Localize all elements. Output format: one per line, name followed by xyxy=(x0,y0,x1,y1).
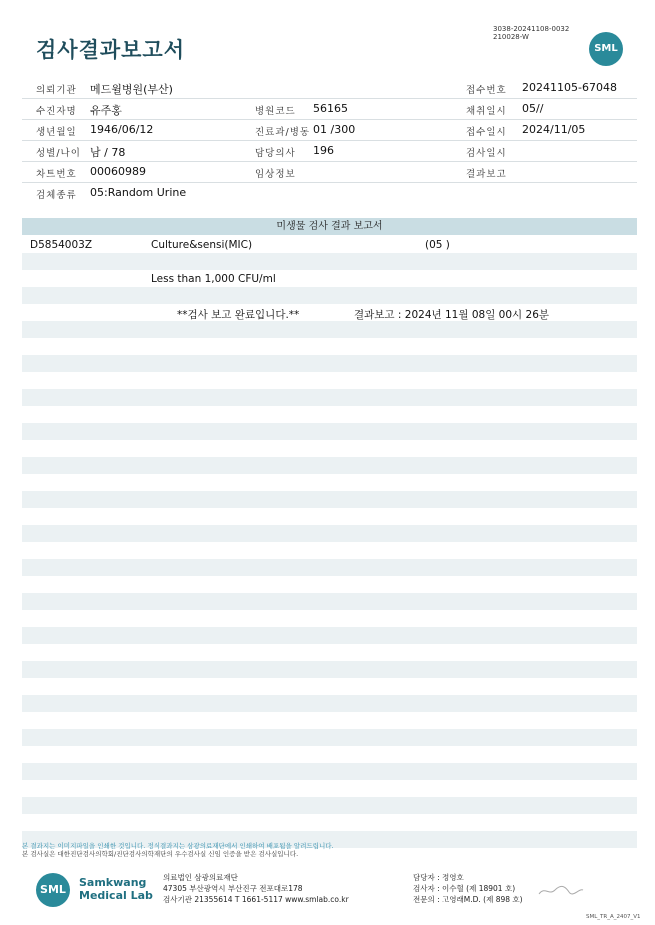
result-band xyxy=(22,814,637,831)
info-value: 56165 xyxy=(313,102,348,115)
result-band xyxy=(22,525,637,542)
result-band xyxy=(22,661,637,678)
result-stripes xyxy=(22,236,637,848)
footer-note-1: 본 결과지는 이미지파일을 인쇄한 것입니다. 정식결과지는 삼광의료재단에서 인쇄하여 배포됨을 알려드립니다. xyxy=(22,842,334,850)
document-id-line2: 210028-W xyxy=(493,33,529,41)
result-band xyxy=(22,253,637,270)
info-label: 수진자명 xyxy=(36,106,77,117)
result-band xyxy=(22,593,637,610)
culture-result: Less than 1,000 CFU/ml xyxy=(151,273,276,285)
info-value: 20241105-67048 xyxy=(522,81,617,94)
info-row xyxy=(22,120,637,141)
result-band xyxy=(22,287,637,304)
specimen-code: (05 ) xyxy=(425,239,450,251)
result-band xyxy=(22,729,637,746)
result-band xyxy=(22,712,637,729)
info-label: 성별/나이 xyxy=(36,148,81,159)
signature-icon xyxy=(537,884,585,900)
sml-footer-logo-icon: SML xyxy=(36,873,70,907)
info-label: 채취일시 xyxy=(466,106,507,117)
report-complete-note: **검사 보고 완료입니다.** xyxy=(177,309,300,321)
brand-line-1: Samkwang xyxy=(79,876,147,889)
result-band xyxy=(22,270,637,287)
result-band xyxy=(22,338,637,355)
info-label: 접수일시 xyxy=(466,127,507,138)
result-band xyxy=(22,423,637,440)
info-label: 차트번호 xyxy=(36,169,77,180)
info-value: 05// xyxy=(522,102,544,115)
info-value: 00060989 xyxy=(90,165,146,178)
result-band xyxy=(22,627,637,644)
info-row xyxy=(22,162,637,183)
info-value: 05:Random Urine xyxy=(90,186,187,199)
result-band xyxy=(22,389,637,406)
result-band xyxy=(22,355,637,372)
form-code: SML_TR_A_2407_V1 xyxy=(586,914,641,920)
brand-line-2: Medical Lab xyxy=(79,889,153,902)
org-address: 47305 부산광역시 부산진구 전포대로178 xyxy=(163,884,303,893)
result-band xyxy=(22,372,637,389)
staff-specialist: 전문의 : 고영래M.D. (제 898 호) xyxy=(413,895,523,904)
staff-tester: 검사자 : 이수혈 (제 18901 호) xyxy=(413,884,516,893)
result-band xyxy=(22,797,637,814)
staff-manager: 담당자 : 정영호 xyxy=(413,873,464,882)
info-label: 검체종류 xyxy=(36,190,77,201)
org-name: 의료법인 삼광의료재단 xyxy=(163,873,238,882)
result-band xyxy=(22,542,637,559)
page-title: 검사결과보고서 xyxy=(36,38,186,62)
brand-name xyxy=(79,876,153,902)
info-label: 임상정보 xyxy=(255,169,296,180)
result-band xyxy=(22,508,637,525)
info-value: 2024/11/05 xyxy=(522,123,586,136)
info-row xyxy=(22,141,637,162)
test-name: Culture&sensi(MIC) xyxy=(151,239,253,251)
document-id-line1: 3038-20241108-0032 xyxy=(493,25,570,33)
result-band xyxy=(22,440,637,457)
info-label: 검사일시 xyxy=(466,148,507,159)
info-label: 의뢰기관 xyxy=(36,85,77,96)
test-code: D5854003Z xyxy=(30,239,93,251)
organization-info xyxy=(163,872,349,905)
result-band xyxy=(22,576,637,593)
result-band xyxy=(22,236,637,253)
result-band xyxy=(22,610,637,627)
footer-note-2: 본 검사실은 대한진단검사의학회/진단검사의학재단의 우수검사실 신임 인증을 받은 검사실입니다. xyxy=(22,850,299,858)
info-value: 196 xyxy=(313,144,334,157)
info-row xyxy=(22,183,637,203)
staff-info xyxy=(413,872,523,905)
result-band xyxy=(22,678,637,695)
patient-info-table xyxy=(22,78,637,203)
result-band xyxy=(22,695,637,712)
result-band xyxy=(22,559,637,576)
result-band xyxy=(22,406,637,423)
info-row xyxy=(22,99,637,120)
org-contact: 검사기관 21355614 T 1661-5117 www.smlab.co.kr xyxy=(163,895,349,904)
result-band xyxy=(22,491,637,508)
section-header: 미생물 검사 결과 보고서 xyxy=(22,218,637,235)
info-label: 결과보고 xyxy=(466,169,507,180)
report-time: 결과보고 : 2024년 11월 08일 00시 26분 xyxy=(354,309,550,321)
result-band xyxy=(22,321,637,338)
info-value: 남 / 78 xyxy=(90,146,126,159)
info-value: 메드윌병원(부산) xyxy=(90,83,173,96)
result-band xyxy=(22,644,637,661)
result-band xyxy=(22,474,637,491)
info-value: 유주홍 xyxy=(90,104,122,117)
info-label: 병원코드 xyxy=(255,106,296,117)
document-id xyxy=(493,25,569,41)
info-value: 1946/06/12 xyxy=(90,123,154,136)
result-band xyxy=(22,746,637,763)
info-value: 01 /300 xyxy=(313,123,356,136)
sml-logo-icon: SML xyxy=(589,32,623,66)
result-band xyxy=(22,457,637,474)
result-band xyxy=(22,780,637,797)
info-label: 생년월일 xyxy=(36,127,77,138)
info-label: 진료과/병동 xyxy=(255,127,311,138)
footer-notes xyxy=(22,842,334,858)
result-band xyxy=(22,763,637,780)
info-label: 접수번호 xyxy=(466,85,507,96)
info-label: 담당의사 xyxy=(255,148,296,159)
info-row xyxy=(22,78,637,99)
